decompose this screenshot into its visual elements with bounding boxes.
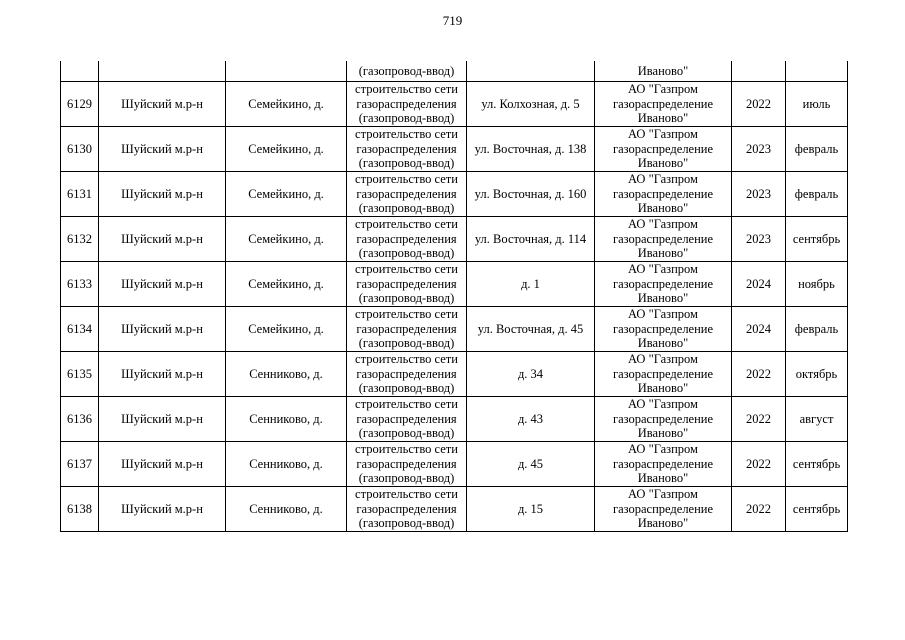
cell-month: сентябрь <box>786 442 848 487</box>
organization-line: газораспределение <box>612 186 714 201</box>
cell-organization <box>595 127 732 172</box>
table-row <box>61 127 848 172</box>
cell-address: д. 43 <box>467 397 595 442</box>
object-type-line: газораспределения <box>356 321 457 336</box>
organization-line: Иваново" <box>637 381 689 396</box>
table-row <box>61 82 848 127</box>
cell-settlement: Семейкино, д. <box>226 307 347 352</box>
cell-num: 6131 <box>61 172 99 217</box>
organization-line: Иваново" <box>637 156 689 171</box>
object-type-line: газораспределения <box>356 411 457 426</box>
object-type-line: строительство сети <box>355 82 458 97</box>
organization-line: Иваново" <box>637 516 689 531</box>
cell-address: ул. Восточная, д. 160 <box>467 172 595 217</box>
object-type-line: строительство сети <box>355 487 458 502</box>
cell-num: 6130 <box>61 127 99 172</box>
cell-district: Шуйский м.р-н <box>99 262 226 307</box>
object-type-line: (газопровод-ввод) <box>358 471 455 486</box>
table-row <box>61 442 848 487</box>
organization-line: АО "Газпром <box>628 127 698 142</box>
cell-object-type <box>347 262 467 307</box>
cell-object-type <box>347 127 467 172</box>
cell-object-type <box>347 217 467 262</box>
cell-address: ул. Восточная, д. 45 <box>467 307 595 352</box>
cell-district: Шуйский м.р-н <box>99 397 226 442</box>
organization-line: Иваново" <box>637 246 689 261</box>
cell-month <box>786 61 848 82</box>
cell-district: Шуйский м.р-н <box>99 487 226 532</box>
cell-settlement: Семейкино, д. <box>226 172 347 217</box>
organization-line: газораспределение <box>612 456 714 471</box>
cell-organization <box>595 442 732 487</box>
cell-month: октябрь <box>786 352 848 397</box>
cell-district: Шуйский м.р-н <box>99 217 226 262</box>
organization-line: АО "Газпром <box>628 82 698 97</box>
cell-organization <box>595 172 732 217</box>
organization-line: Иваново" <box>637 426 689 441</box>
organization-line: газораспределение <box>612 276 714 291</box>
cell-month: июль <box>786 82 848 127</box>
cell-address: ул. Восточная, д. 138 <box>467 127 595 172</box>
cell-address <box>467 61 595 82</box>
cell-num <box>61 61 99 82</box>
table-row <box>61 397 848 442</box>
table-row <box>61 262 848 307</box>
object-type-line: (газопровод-ввод) <box>358 201 455 216</box>
object-type-line: (газопровод-ввод) <box>358 246 455 261</box>
cell-object-type <box>347 442 467 487</box>
cell-district: Шуйский м.р-н <box>99 442 226 487</box>
organization-line: АО "Газпром <box>628 352 698 367</box>
cell-district: Шуйский м.р-н <box>99 352 226 397</box>
cell-month: февраль <box>786 127 848 172</box>
cell-district: Шуйский м.р-н <box>99 127 226 172</box>
cell-object-type: (газопровод-ввод) <box>347 61 467 82</box>
cell-year <box>732 61 786 82</box>
organization-line: газораспределение <box>612 231 714 246</box>
cell-address: д. 1 <box>467 262 595 307</box>
cell-num: 6129 <box>61 82 99 127</box>
cell-num: 6136 <box>61 397 99 442</box>
cell-address: ул. Колхозная, д. 5 <box>467 82 595 127</box>
cell-num: 6134 <box>61 307 99 352</box>
cell-organization <box>595 82 732 127</box>
cell-year: 2023 <box>732 217 786 262</box>
cell-organization <box>595 217 732 262</box>
cell-organization: Иваново" <box>595 61 732 82</box>
organization-line: АО "Газпром <box>628 487 698 502</box>
cell-organization <box>595 307 732 352</box>
object-type-line: газораспределения <box>356 96 457 111</box>
gasification-table <box>60 61 848 532</box>
cell-settlement: Сенниково, д. <box>226 397 347 442</box>
cell-year: 2024 <box>732 262 786 307</box>
cell-object-type <box>347 352 467 397</box>
cell-year: 2022 <box>732 487 786 532</box>
organization-line: Иваново" <box>637 336 689 351</box>
cell-district <box>99 61 226 82</box>
cell-year: 2023 <box>732 127 786 172</box>
object-type-line: газораспределения <box>356 501 457 516</box>
organization-line: АО "Газпром <box>628 262 698 277</box>
organization-line: газораспределение <box>612 141 714 156</box>
cell-address: д. 45 <box>467 442 595 487</box>
cell-month: февраль <box>786 307 848 352</box>
object-type-line: строительство сети <box>355 307 458 322</box>
cell-num: 6132 <box>61 217 99 262</box>
cell-district: Шуйский м.р-н <box>99 172 226 217</box>
object-type-line: строительство сети <box>355 217 458 232</box>
organization-line: Иваново" <box>637 471 689 486</box>
object-type-line: строительство сети <box>355 352 458 367</box>
cell-object-type <box>347 307 467 352</box>
organization-line: Иваново" <box>637 201 689 216</box>
table-row <box>61 172 848 217</box>
cell-year: 2022 <box>732 82 786 127</box>
cell-object-type <box>347 82 467 127</box>
continuation-row <box>61 61 848 82</box>
organization-line: АО "Газпром <box>628 442 698 457</box>
cell-organization <box>595 352 732 397</box>
object-type-line: строительство сети <box>355 442 458 457</box>
table-row <box>61 352 848 397</box>
cell-organization <box>595 262 732 307</box>
cell-object-type <box>347 172 467 217</box>
organization-line: газораспределение <box>612 96 714 111</box>
object-type-line: строительство сети <box>355 262 458 277</box>
table-row <box>61 217 848 262</box>
table-row <box>61 307 848 352</box>
cell-settlement: Семейкино, д. <box>226 217 347 262</box>
cell-year: 2023 <box>732 172 786 217</box>
cell-address: д. 34 <box>467 352 595 397</box>
object-type-line: строительство сети <box>355 127 458 142</box>
cell-district: Шуйский м.р-н <box>99 82 226 127</box>
cell-month: август <box>786 397 848 442</box>
object-type-line: (газопровод-ввод) <box>358 156 455 171</box>
object-type-line: (газопровод-ввод) <box>358 336 455 351</box>
object-type-line: (газопровод-ввод) <box>358 291 455 306</box>
cell-object-type <box>347 487 467 532</box>
cell-year: 2022 <box>732 397 786 442</box>
cell-month: ноябрь <box>786 262 848 307</box>
cell-settlement <box>226 61 347 82</box>
organization-line: газораспределение <box>612 321 714 336</box>
cell-district: Шуйский м.р-н <box>99 307 226 352</box>
object-type-line: газораспределения <box>356 276 457 291</box>
cell-num: 6135 <box>61 352 99 397</box>
cell-organization <box>595 397 732 442</box>
object-type-line: газораспределения <box>356 141 457 156</box>
object-type-line: (газопровод-ввод) <box>358 111 455 126</box>
cell-address: ул. Восточная, д. 114 <box>467 217 595 262</box>
cell-num: 6137 <box>61 442 99 487</box>
object-type-line: газораспределения <box>356 366 457 381</box>
object-type-line: газораспределения <box>356 231 457 246</box>
cell-num: 6138 <box>61 487 99 532</box>
cell-month: февраль <box>786 172 848 217</box>
object-type-line: (газопровод-ввод) <box>358 426 455 441</box>
organization-line: АО "Газпром <box>628 397 698 412</box>
object-type-line: газораспределения <box>356 456 457 471</box>
cell-year: 2024 <box>732 307 786 352</box>
cell-object-type <box>347 397 467 442</box>
object-type-line: (газопровод-ввод) <box>358 516 455 531</box>
table-row <box>61 487 848 532</box>
organization-line: газораспределение <box>612 366 714 381</box>
cell-settlement: Сенниково, д. <box>226 442 347 487</box>
object-type-line: (газопровод-ввод) <box>358 381 455 396</box>
cell-settlement: Семейкино, д. <box>226 82 347 127</box>
cell-month: сентябрь <box>786 487 848 532</box>
cell-settlement: Семейкино, д. <box>226 262 347 307</box>
cell-settlement: Сенниково, д. <box>226 487 347 532</box>
cell-year: 2022 <box>732 442 786 487</box>
object-type-line: строительство сети <box>355 397 458 412</box>
organization-line: Иваново" <box>637 111 689 126</box>
cell-address: д. 15 <box>467 487 595 532</box>
cell-settlement: Сенниково, д. <box>226 352 347 397</box>
organization-line: АО "Газпром <box>628 172 698 187</box>
cell-month: сентябрь <box>786 217 848 262</box>
cell-year: 2022 <box>732 352 786 397</box>
organization-line: АО "Газпром <box>628 217 698 232</box>
cell-organization <box>595 487 732 532</box>
cell-settlement: Семейкино, д. <box>226 127 347 172</box>
organization-line: АО "Газпром <box>628 307 698 322</box>
organization-line: Иваново" <box>637 291 689 306</box>
object-type-line: строительство сети <box>355 172 458 187</box>
page-number: 719 <box>442 13 463 28</box>
object-type-line: газораспределения <box>356 186 457 201</box>
organization-line: газораспределение <box>612 501 714 516</box>
cell-num: 6133 <box>61 262 99 307</box>
organization-line: газораспределение <box>612 411 714 426</box>
